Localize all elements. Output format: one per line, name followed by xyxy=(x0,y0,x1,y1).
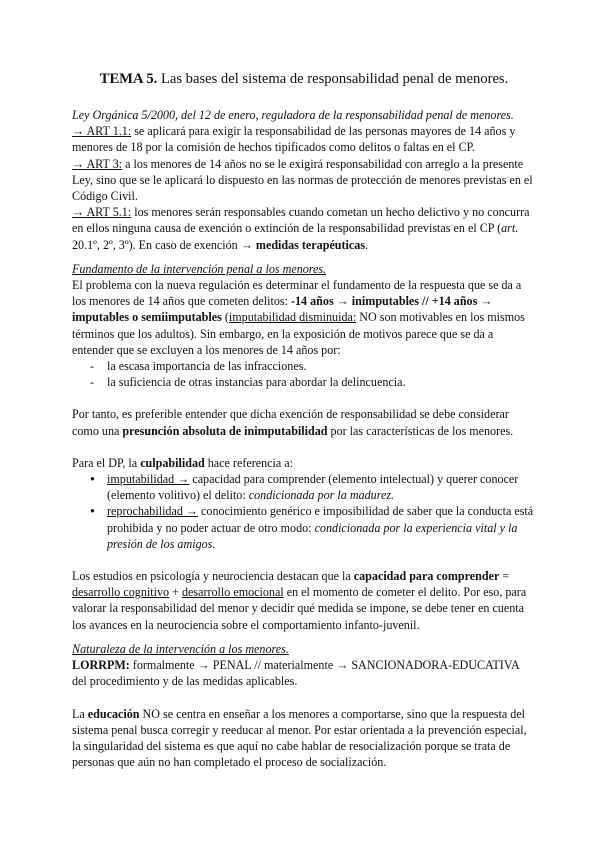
list-item: - la suficiencia de otras instancias para abordar la delincuencia. xyxy=(90,374,536,390)
desarrollo-cognitivo: desarrollo cognitivo xyxy=(72,585,170,600)
fundamento-paragraph-1 xyxy=(72,277,536,358)
fundamento-paragraph-3 xyxy=(72,455,536,471)
imputabilidad-disminuida: imputabilidad disminuida: xyxy=(228,310,357,325)
art-3-text: a los menores de 14 años no se le exigirá responsabilidad con arreglo a la presente Ley, sino que se le aplicará lo dispuesto en las normas de protección de menores previstas en el Código Civil. xyxy=(72,156,533,204)
fundamento-paragraph-2 xyxy=(72,406,536,438)
fundamento-p4-text: Los estudios en psicología y neurociencia destacan que la xyxy=(72,569,354,584)
paren-open: ( xyxy=(221,310,229,325)
culpabilidad-bold: culpabilidad xyxy=(140,455,205,470)
art-5-1-ref: → ART 5.1: xyxy=(72,205,132,220)
presuncion-bold: presunción absoluta de inimputabilidad xyxy=(122,423,328,438)
naturaleza-heading xyxy=(72,641,536,657)
imputables-bold: -14 años → inimputables // +14 años → imputables o semiimputables xyxy=(72,294,493,325)
medidas-terapeuticas: medidas terapéuticas xyxy=(255,237,366,252)
fundamento-paragraph-4 xyxy=(72,568,536,633)
naturaleza-p2-rest: NO se centra en enseñar a los menores a comportarse, sino que la respuesta del sistema penal busca corregir y reeducar al menor. Por estar orientada a la prevención especial, la singularidad del sistema es que aquí no cabe hablar de resocialización porque se trata de personas que aún no han completado el proceso de socialización. xyxy=(72,706,527,770)
ley-text: Ley Orgánica 5/2000, del 12 de enero, reguladora de la responsabilidad penal de menores. xyxy=(72,108,514,122)
naturaleza-p1-text: formalmente → PENAL // materialmente → SANCIONADORA-EDUCATIVA del procedimiento y de las medidas aplicables. xyxy=(72,658,520,689)
art-5-1-paragraph xyxy=(72,204,536,253)
list-item xyxy=(90,471,536,503)
fundamento-heading-text: Fundamento de la intervención penal a los menores. xyxy=(72,261,327,276)
motivos-list xyxy=(72,358,536,390)
fundamento-p2-rest: por las características de los menores. xyxy=(327,423,514,438)
reprochabilidad-term: reprochabilidad → xyxy=(107,504,199,519)
art-5-1-text-2: 20.1º, 2º, 3º). En caso de exención → xyxy=(72,237,256,252)
art-3-paragraph xyxy=(72,156,536,205)
naturaleza-p2-text: La xyxy=(72,706,88,721)
fundamento-p1-rest: NO son motivables en los mismos términos que los adultos). Sin embargo, en la exposición de motivos parece que se da a entender que se excluyen a los menores de 14 años por: xyxy=(72,310,525,357)
desarrollo-emocional: desarrollo emocional xyxy=(181,585,284,600)
educacion-bold: educación xyxy=(87,706,140,721)
imputabilidad-text: capacidad para comprender (elemento intelectual) y querer conocer (elemento volitivo) el delito: xyxy=(107,472,519,503)
fundamento-p2-text: Por tanto, es preferible entender que dicha exención de responsabilidad se debe considerar como una xyxy=(72,407,509,438)
equals: = xyxy=(499,569,510,584)
title-text: Las bases del sistema de responsabilidad penal de menores. xyxy=(157,71,509,87)
art-1-1-paragraph xyxy=(72,123,536,155)
fundamento-p3-rest: hace referencia a: xyxy=(204,455,294,470)
page-title xyxy=(72,71,536,88)
list-item: - la escasa importancia de las infracciones. xyxy=(90,358,536,374)
art-1-1-ref: → ART 1.1: xyxy=(72,124,132,139)
art-3-ref: → ART 3: xyxy=(72,156,123,171)
art-5-1-text: los menores serán responsables cuando cometan un hecho delictivo y no concurra en ellos ninguna causa de exención o extinción de la responsabilidad previstas en el CP ( xyxy=(72,205,530,236)
fundamento-p3-text: Para el DP, la xyxy=(72,455,141,470)
culpabilidad-list xyxy=(72,471,536,552)
ley-heading xyxy=(72,107,536,123)
reprochabilidad-text: conocimiento genérico e imposibilidad de saber que la conducta está prohibida y no poder actuar de otro modo: xyxy=(107,504,534,535)
naturaleza-heading-text: Naturaleza de la intervención a los menores. xyxy=(72,641,289,656)
art-5-1-end: . xyxy=(365,237,369,252)
title-number: TEMA 5. xyxy=(99,71,158,87)
art-abbrev: art. xyxy=(501,221,519,236)
fundamento-p1-text: El problema con la nueva regulación es determinar el fundamento de la respuesta que se da a los menores de 14 años que cometen delitos: xyxy=(72,278,522,309)
reprochabilidad-note: condicionada por la experiencia vital y la presión de los amigos. xyxy=(107,520,518,551)
fundamento-heading xyxy=(72,261,536,277)
fundamento-p4-rest: en el momento de cometer el delito. Por eso, para valorar la responsabilidad del menor y decidir qué medida se impone, se debe tener en cuenta los avances en la neurociencia sobre el comportamiento infanto-juvenil. xyxy=(72,585,527,632)
imputabilidad-term: imputabilidad → xyxy=(107,472,190,487)
imputabilidad-note: condicionada por la madurez. xyxy=(248,488,395,503)
naturaleza-paragraph-1 xyxy=(72,657,536,689)
capacidad-bold: capacidad para comprender xyxy=(353,569,500,584)
plus: + xyxy=(169,585,182,600)
lorrpm-bold: LORRPM: xyxy=(72,658,130,673)
naturaleza-paragraph-2 xyxy=(72,706,536,771)
list-item xyxy=(90,503,536,552)
art-1-1-text: se aplicará para exigir la responsabilidad de las personas mayores de 14 años y menores de 18 por la comisión de hechos tipificados como delitos o faltas en el CP. xyxy=(72,124,516,155)
